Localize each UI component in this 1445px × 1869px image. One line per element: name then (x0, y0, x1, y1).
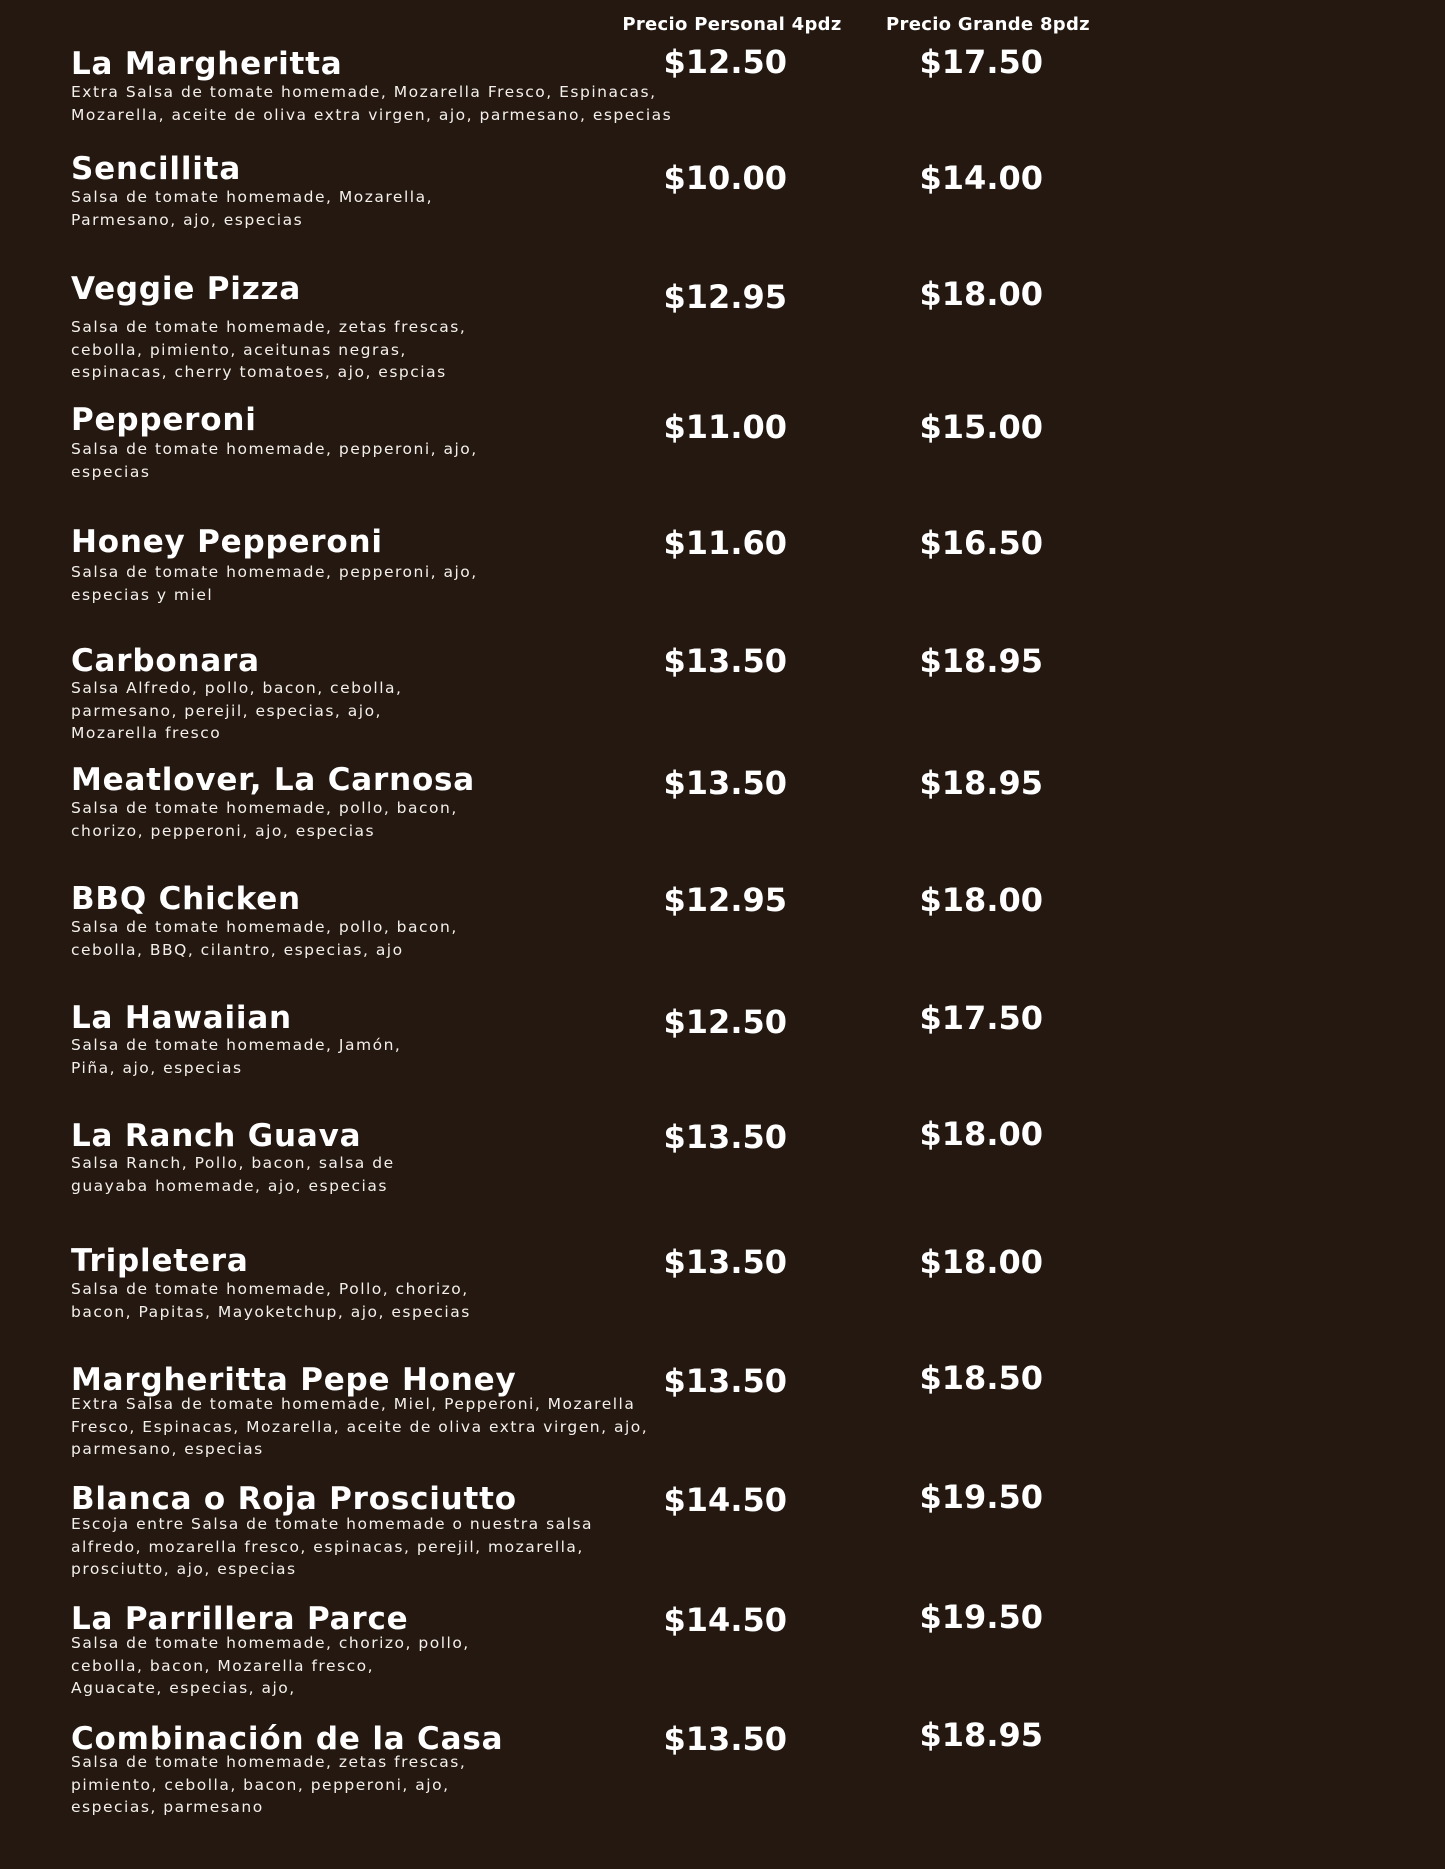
price-grande: $19.50 (919, 1478, 1043, 1516)
item-name: La Parrillera Parce (71, 1601, 409, 1637)
item-name: Pepperoni (71, 402, 257, 438)
item-description: Salsa de tomate homemade, Pollo, chorizo, bacon, Papitas, Mayoketchup, ajo, especias (71, 1280, 471, 1321)
price-personal: $12.95 (663, 278, 787, 316)
price-grande: $18.95 (919, 1716, 1043, 1754)
price-personal: $14.50 (663, 1601, 787, 1639)
item-name: Honey Pepperoni (71, 524, 383, 560)
item-description: Salsa de tomate homemade, pepperoni, ajo, especias (71, 440, 478, 481)
price-personal: $10.00 (663, 159, 787, 197)
item-description: Salsa de tomate homemade, pollo, bacon, chorizo, pepperoni, ajo, especias (71, 799, 458, 840)
price-personal: $11.60 (663, 524, 787, 562)
price-grande: $18.50 (919, 1359, 1043, 1397)
price-grande: $18.00 (919, 881, 1043, 919)
item-description: Extra Salsa de tomate homemade, Mozarella Fresco, Espinacas, Mozarella, aceite de oliva extra virgen, ajo, parmesano, especias (71, 83, 673, 124)
price-personal: $12.95 (663, 881, 787, 919)
price-personal: $11.00 (663, 408, 787, 446)
item-name: La Margheritta (71, 46, 343, 82)
item-name: Margheritta Pepe Honey (71, 1362, 517, 1398)
price-grande: $19.50 (919, 1598, 1043, 1636)
price-grande: $18.00 (919, 1243, 1043, 1281)
item-name: Tripletera (71, 1243, 249, 1279)
item-name: Veggie Pizza (71, 271, 302, 307)
price-grande: $16.50 (919, 524, 1043, 562)
price-personal: $13.50 (663, 1362, 787, 1400)
item-description: Salsa de tomate homemade, Jamón, Piña, ajo, especias (71, 1036, 402, 1077)
price-grande: $17.50 (919, 43, 1043, 81)
item-name: Blanca o Roja Prosciutto (71, 1481, 517, 1517)
price-personal: $12.50 (663, 43, 787, 81)
item-description: Escoja entre Salsa de tomate homemade o nuestra salsa alfredo, mozarella fresco, espinacas, perejil, mozarella, prosciutto, ajo, especias (71, 1515, 594, 1578)
item-name: Sencillita (71, 151, 242, 187)
price-personal: $13.50 (663, 764, 787, 802)
price-grande: $17.50 (919, 999, 1043, 1037)
header-price-personal: Precio Personal 4pdz (622, 14, 842, 35)
price-personal: $12.50 (663, 1003, 787, 1041)
item-name: Combinación de la Casa (71, 1721, 504, 1757)
item-description: Salsa Alfredo, pollo, bacon, cebolla, parmesano, perejil, especias, ajo, Mozarella fresco (71, 679, 403, 742)
item-name: La Hawaiian (71, 1000, 292, 1036)
price-personal: $14.50 (663, 1481, 787, 1519)
price-personal: $13.50 (663, 642, 787, 680)
price-grande: $14.00 (919, 159, 1043, 197)
price-grande: $18.00 (919, 1115, 1043, 1153)
item-description: Extra Salsa de tomate homemade, Miel, Pepperoni, Mozarella Fresco, Espinacas, Mozarella, aceite de oliva extra virgen, ajo, parmesano, especias (71, 1395, 649, 1458)
item-name: Meatlover, La Carnosa (71, 762, 476, 798)
item-description: Salsa de tomate homemade, pollo, bacon, cebolla, BBQ, cilantro, especias, ajo (71, 918, 458, 959)
item-description: Salsa de tomate homemade, zetas frescas, pimiento, cebolla, bacon, pepperoni, ajo, especias, parmesano (71, 1753, 467, 1816)
item-description: Salsa de tomate homemade, chorizo, pollo, cebolla, bacon, Mozarella fresco, Aguacate, especias, ajo, (71, 1634, 470, 1697)
item-description: Salsa de tomate homemade, pepperoni, ajo, especias y miel (71, 563, 478, 604)
price-personal: $13.50 (663, 1118, 787, 1156)
item-name: Carbonara (71, 643, 260, 679)
item-name: BBQ Chicken (71, 881, 301, 917)
header-price-grande: Precio Grande 8pdz (886, 14, 1090, 35)
price-personal: $13.50 (663, 1243, 787, 1281)
price-grande: $15.00 (919, 408, 1043, 446)
price-personal: $13.50 (663, 1720, 787, 1758)
price-grande: $18.95 (919, 642, 1043, 680)
item-description: Salsa de tomate homemade, zetas frescas, cebolla, pimiento, aceitunas negras, espinacas, cherry tomatoes, ajo, espcias (71, 318, 467, 381)
price-grande: $18.95 (919, 764, 1043, 802)
item-name: La Ranch Guava (71, 1118, 362, 1154)
item-description: Salsa de tomate homemade, Mozarella, Parmesano, ajo, especias (71, 188, 434, 229)
price-grande: $18.00 (919, 275, 1043, 313)
item-description: Salsa Ranch, Pollo, bacon, salsa de guayaba homemade, ajo, especias (71, 1154, 395, 1195)
